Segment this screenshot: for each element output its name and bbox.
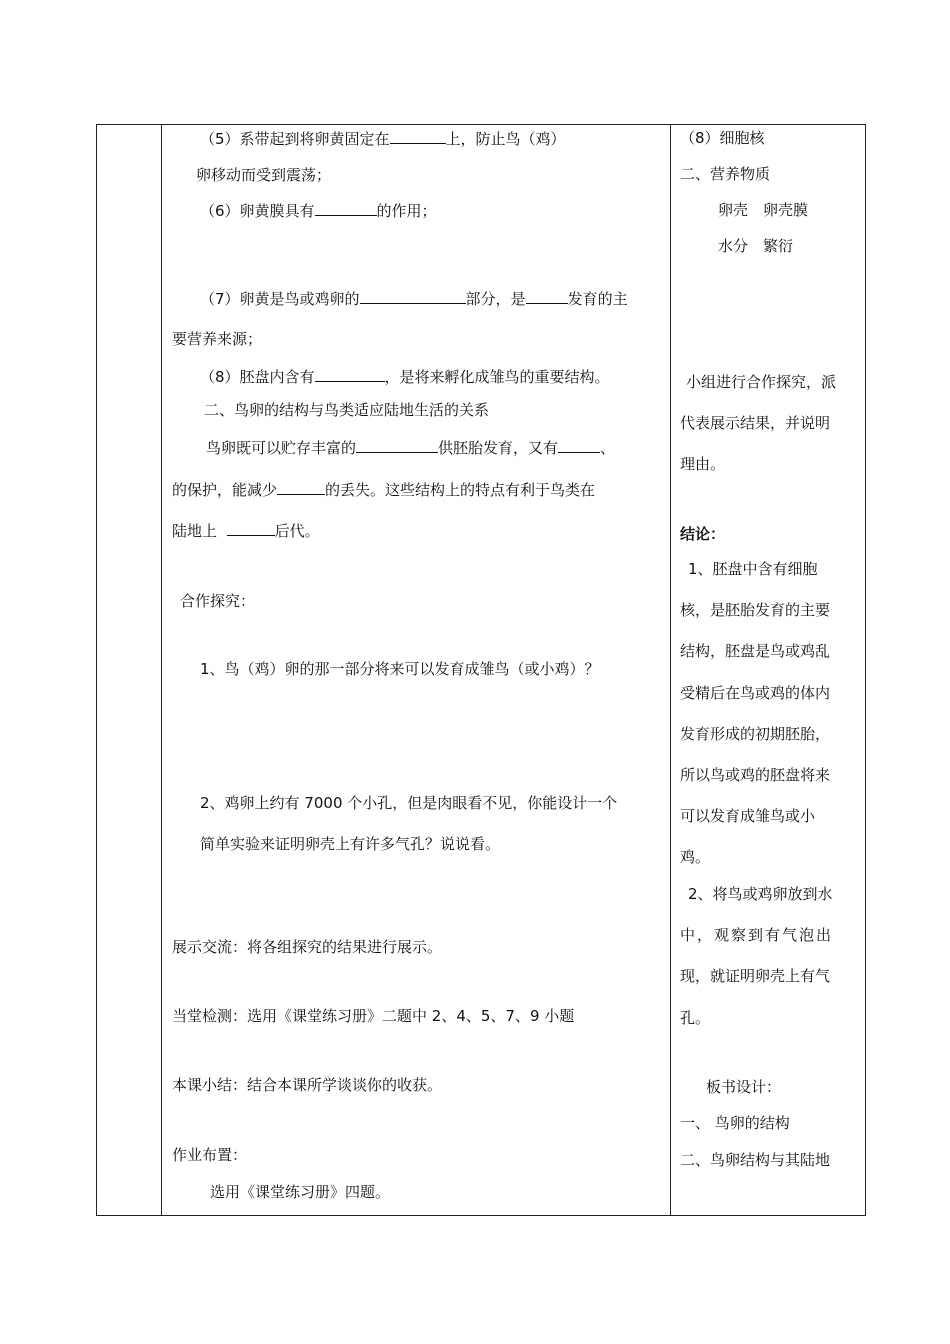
conclusion-line: 现，就证明卵壳上有气 <box>680 967 831 985</box>
item-7-line1: （7）卵黄是鸟或鸡卵的 部分，是 发育的主 <box>200 290 628 308</box>
item-5-line1: （5）系带起到将卵黄固定在 上，防止鸟（鸡） <box>200 130 566 148</box>
homework-title: 作业布置： <box>172 1146 248 1164</box>
conclusion-line: 孔。 <box>680 1009 711 1027</box>
conclusion-title: 结论： <box>680 525 726 543</box>
right-line: 小组进行合作探究，派 <box>686 373 837 391</box>
blank <box>315 366 385 382</box>
class-test: 当堂检测：选用《课堂练习册》二题中 2、4、5、7、9 小题 <box>172 1007 575 1025</box>
conclusion-line: 中，观察到有气泡出 <box>680 926 834 944</box>
item-5-line2: 卵移动而受到震荡； <box>196 166 332 184</box>
conclusion-line: 发育形成的初期胚胎， <box>680 725 831 743</box>
conclusion-line: 1、胚盘中含有细胞 <box>688 560 818 578</box>
blank <box>315 200 377 216</box>
conclusion-line: 结构，胚盘是鸟或鸡乱 <box>680 642 831 660</box>
section-2-line2: 的保护，能减少 的丢失。这些结构上的特点有利于鸟类在 <box>172 481 596 499</box>
right-line: 二、营养物质 <box>680 165 771 183</box>
right-line: 卵壳 卵壳膜 <box>718 201 809 219</box>
board-design-title: 板书设计： <box>706 1078 782 1096</box>
section-2-title: 二、鸟卵的结构与鸟类适应陆地生活的关系 <box>204 401 490 419</box>
column-divider-right <box>670 124 671 1216</box>
blank <box>360 288 466 304</box>
conclusion-line: 受精后在鸟或鸡的体内 <box>680 684 831 702</box>
right-line: 理由。 <box>680 455 726 473</box>
right-line: 代表展示结果，并说明 <box>680 414 831 432</box>
item-8: （8）胚盘内含有 ，是将来孵化成雏鸟的重要结构。 <box>200 368 610 386</box>
item-7-line2: 要营养来源； <box>172 330 263 348</box>
column-divider-left <box>161 124 162 1216</box>
conclusion-line: 所以鸟或鸡的胚盘将来 <box>680 766 831 784</box>
item-6: （6）卵黄膜具有 的作用； <box>200 202 437 220</box>
blank <box>227 520 275 536</box>
section-2-line1: 鸟卵既可以贮存丰富的 供胚胎发育，又有 、 <box>206 439 616 457</box>
question-2-line1: 2、鸡卵上约有 7000 个小孔，但是肉眼看不见，你能设计一个 <box>200 794 618 812</box>
blank <box>526 288 568 304</box>
conclusion-line: 2、将鸟或鸡卵放到水 <box>688 885 833 903</box>
lesson-summary: 本课小结：结合本课所学谈谈你的收获。 <box>172 1076 443 1094</box>
blank <box>356 437 438 453</box>
section-2-line3: 陆地上 后代。 <box>172 522 320 540</box>
conclusion-line: 可以发育成雏鸟或小 <box>680 807 816 825</box>
homework-body: 选用《课堂练习册》四题。 <box>210 1183 391 1201</box>
board-design-line: 二、鸟卵结构与其陆地 <box>680 1151 831 1169</box>
question-1: 1、鸟（鸡）卵的那一部分将来可以发育成雏鸟（或小鸡）？ <box>200 660 600 678</box>
cooperative-inquiry-title: 合作探究： <box>180 592 256 610</box>
board-design-line: 一、 鸟卵的结构 <box>680 1114 790 1132</box>
question-2-line2: 简单实验来证明卵壳上有许多气孔？说说看。 <box>200 835 501 853</box>
blank <box>558 437 600 453</box>
conclusion-line: 核，是胚胎发育的主要 <box>680 601 831 619</box>
blank <box>277 479 325 495</box>
right-line: （8）细胞核 <box>680 129 765 147</box>
display-exchange: 展示交流：将各组探究的结果进行展示。 <box>172 938 443 956</box>
conclusion-line: 鸡。 <box>680 848 711 866</box>
right-line: 水分 繁衍 <box>718 237 794 255</box>
blank <box>390 128 446 144</box>
